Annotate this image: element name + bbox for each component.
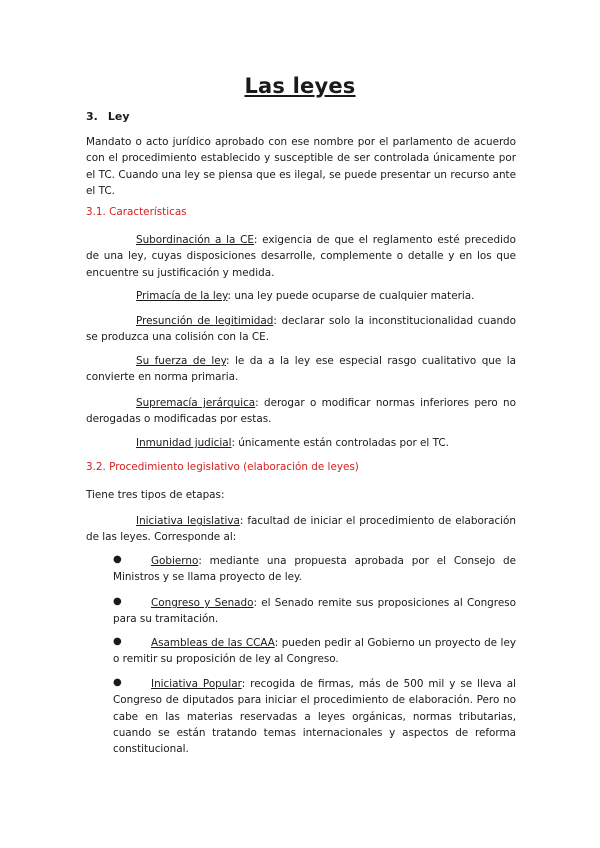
characteristic-term: Inmunidad judicial (136, 437, 232, 449)
characteristic-item (86, 395, 516, 428)
characteristic-item (86, 435, 516, 451)
procedure-lead: Tiene tres tipos de etapas: (86, 489, 225, 501)
characteristic-text: : declarar solo la inconstitucionalidad cuando se produzca una colisión con la CE. (86, 315, 517, 344)
characteristic-text: : le da a la ley ese especial rasgo cualitativo que la convierte en norma primaria. (86, 355, 517, 384)
bullet-text: : el Senado remite sus proposiciones al Congreso para su tramitación. (113, 597, 516, 626)
bullet-icon: ● (113, 554, 122, 565)
characteristic-item (86, 232, 516, 281)
characteristic-term: Supremacía jerárquica (136, 397, 256, 409)
bullet-term: Congreso y Senado (151, 597, 254, 609)
bullet-term: Gobierno (151, 555, 199, 567)
characteristic-text: : exigencia de que el reglamento esté precedido de una ley, cuyas disposiciones desarrolle, complemente o detalle y en los que encuentre su justificación y medida. (86, 234, 516, 279)
bullet-item (113, 553, 516, 586)
characteristic-term: Presunción de legitimidad (136, 315, 274, 327)
section-title: Ley (107, 110, 130, 123)
characteristic-term: Subordinación a la CE (136, 234, 254, 246)
bullet-icon: ● (113, 596, 122, 607)
bullet-text: : recogida de firmas, más de 500 mil y se lleva al Congreso de diputados para iniciar el procedimiento de elaboración. Pero no cabe en las materias reservadas a leyes orgánicas, normas tributarias, cuando se están tratando temas internacionales y aspectos de reforma constitucional. (113, 678, 517, 756)
bullet-item (113, 635, 516, 668)
bullet-icon: ● (113, 636, 122, 647)
characteristic-term: Primacía de la ley (136, 290, 228, 302)
section-number: 3. (86, 110, 98, 123)
bullet-icon: ● (113, 677, 122, 688)
initiative-item (86, 513, 516, 546)
bullet-term: Asambleas de las CCAA (151, 637, 275, 649)
initiative-text: : facultad de iniciar el procedimiento de elaboración de las leyes. Corresponde al: (86, 515, 516, 544)
subsection-heading-procedure: 3.2. Procedimiento legislativo (elaboración de leyes) (86, 461, 359, 473)
section-intro: Mandato o acto jurídico aprobado con ese nombre por el parlamento de acuerdo con el procedimiento establecido y susceptible de ser controlada únicamente por el TC. Cuando una ley se piensa que es ilegal, se puede presentar un recurso ante el TC. (86, 136, 516, 197)
bullet-item (113, 595, 516, 628)
subsection-heading-characteristics: 3.1. Características (86, 206, 187, 218)
bullet-text: : pueden pedir al Gobierno un proyecto de ley o remitir su proposición de ley al Congreso. (113, 637, 516, 666)
bullet-item (113, 676, 516, 757)
characteristic-item (86, 313, 516, 346)
initiative-term: Iniciativa legislativa (136, 515, 240, 527)
characteristic-term: Su fuerza de ley (136, 355, 226, 367)
characteristic-item (86, 353, 516, 386)
page-title: Las leyes (244, 74, 356, 98)
bullet-text: : mediante una propuesta aprobada por el Consejo de Ministros y se llama proyecto de ley. (113, 555, 516, 584)
characteristic-text: : derogar o modificar normas inferiores pero no derogadas o modificadas por estas. (86, 397, 516, 426)
characteristic-item (86, 288, 516, 304)
characteristic-text: : una ley puede ocuparse de cualquier materia. (227, 290, 475, 302)
characteristic-text: : únicamente están controladas por el TC. (231, 437, 449, 449)
section-heading (86, 110, 129, 123)
bullet-term: Iniciativa Popular (151, 678, 242, 690)
